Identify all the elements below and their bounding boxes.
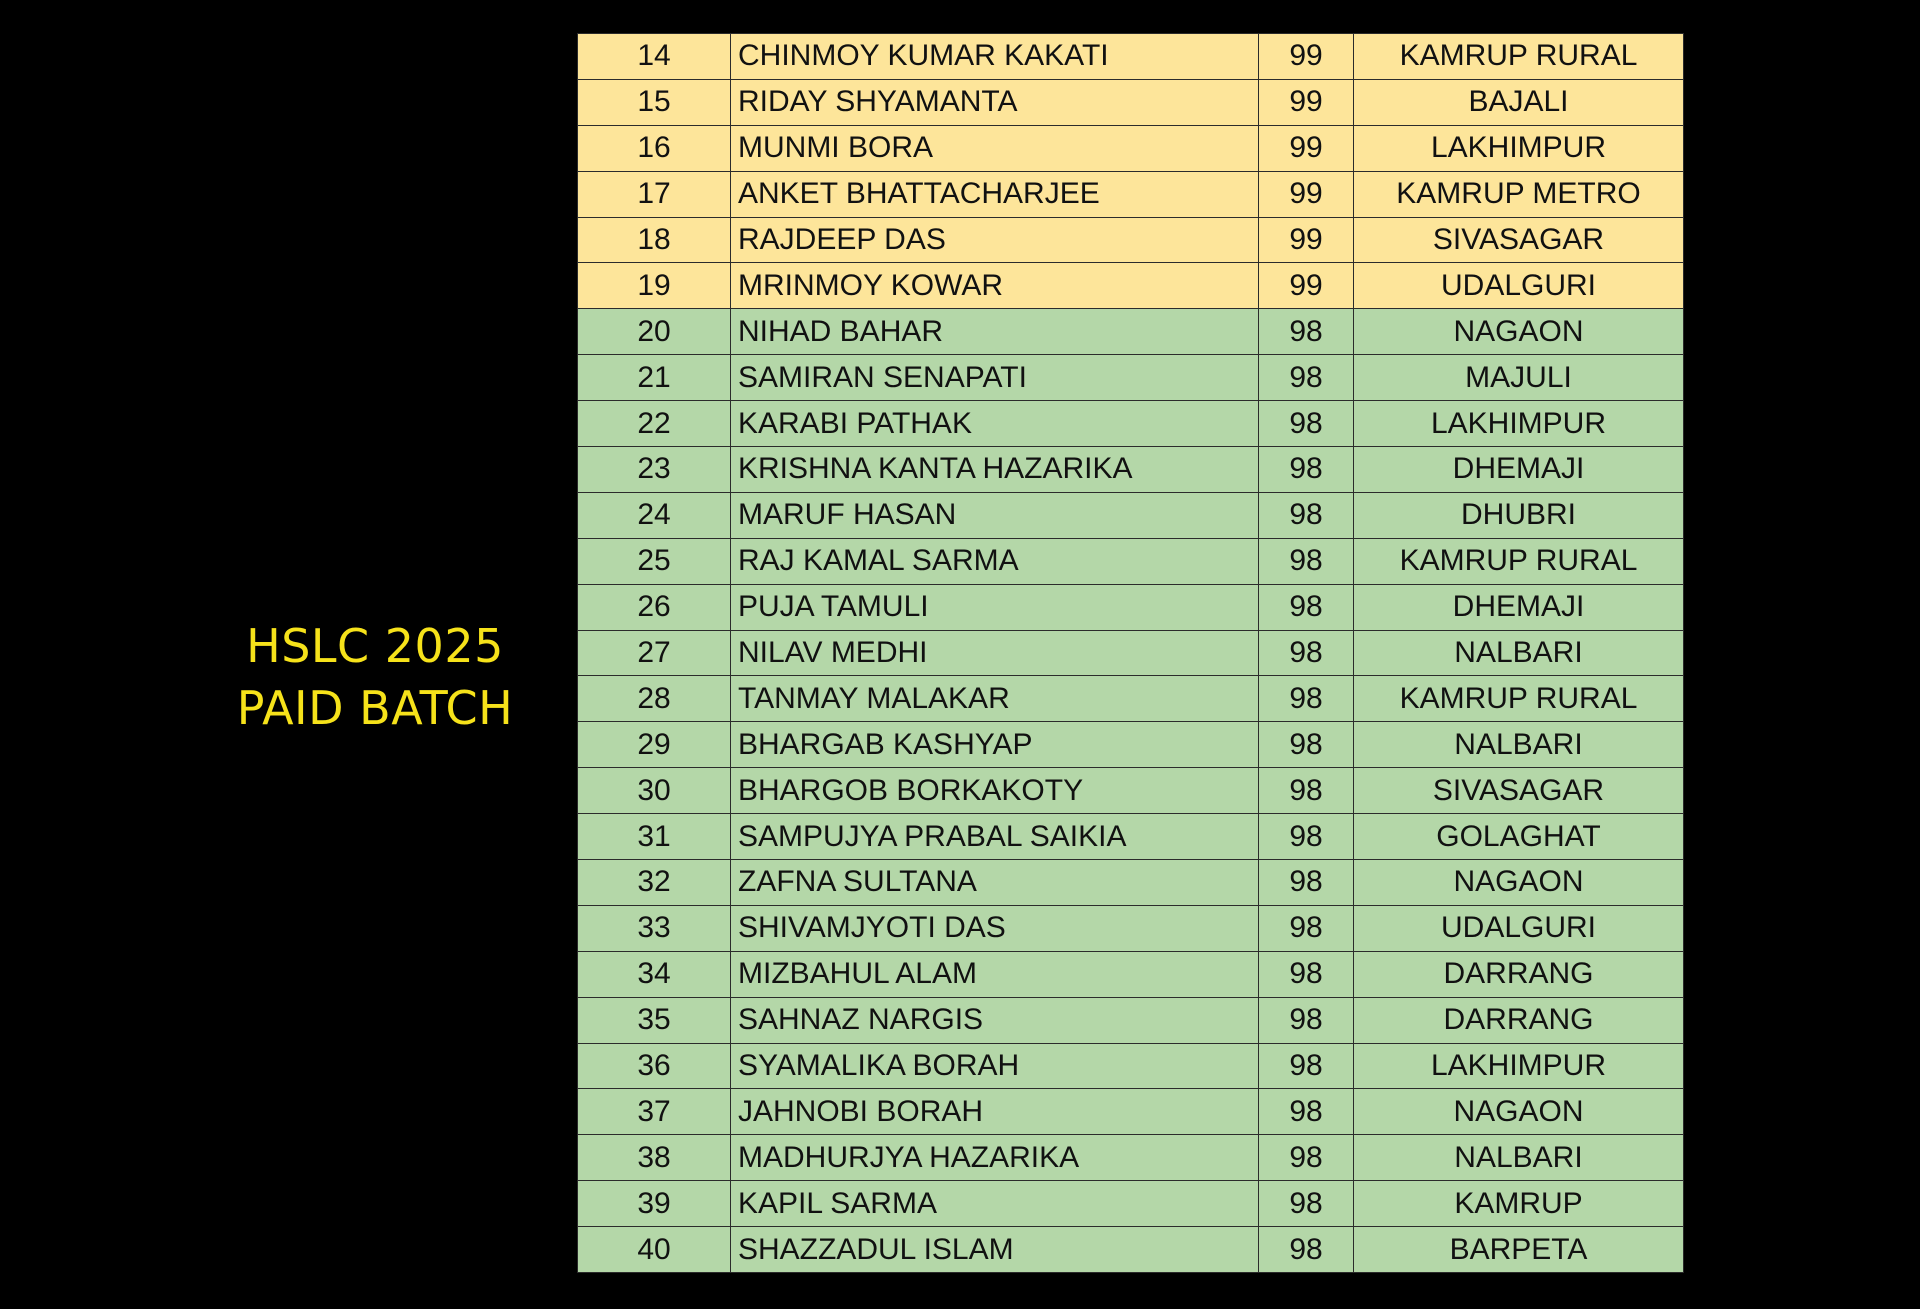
marks-cell: 98 bbox=[1259, 630, 1354, 676]
serial-number-cell: 38 bbox=[578, 1135, 731, 1181]
student-name-cell: SHAZZADUL ISLAM bbox=[731, 1227, 1259, 1273]
marks-cell: 98 bbox=[1259, 355, 1354, 401]
marks-cell: 99 bbox=[1259, 263, 1354, 309]
district-cell: BARPETA bbox=[1354, 1227, 1684, 1273]
table-row bbox=[578, 34, 1684, 80]
marks-cell: 98 bbox=[1259, 768, 1354, 814]
district-cell: NALBARI bbox=[1354, 630, 1684, 676]
table-row bbox=[578, 217, 1684, 263]
marks-cell: 98 bbox=[1259, 1227, 1354, 1273]
batch-caption bbox=[215, 615, 535, 739]
serial-number-cell: 30 bbox=[578, 768, 731, 814]
district-cell: SIVASAGAR bbox=[1354, 768, 1684, 814]
table-row bbox=[578, 814, 1684, 860]
table-row bbox=[578, 538, 1684, 584]
marks-cell: 98 bbox=[1259, 860, 1354, 906]
marks-cell: 98 bbox=[1259, 584, 1354, 630]
marks-cell: 98 bbox=[1259, 401, 1354, 447]
serial-number-cell: 20 bbox=[578, 309, 731, 355]
student-name-cell: BHARGAB KASHYAP bbox=[731, 722, 1259, 768]
marks-cell: 98 bbox=[1259, 676, 1354, 722]
district-cell: NALBARI bbox=[1354, 722, 1684, 768]
table-row bbox=[578, 722, 1684, 768]
table-row bbox=[578, 309, 1684, 355]
serial-number-cell: 27 bbox=[578, 630, 731, 676]
district-cell: NAGAON bbox=[1354, 309, 1684, 355]
student-name-cell: NIHAD BAHAR bbox=[731, 309, 1259, 355]
marks-cell: 98 bbox=[1259, 814, 1354, 860]
student-name-cell: RAJDEEP DAS bbox=[731, 217, 1259, 263]
student-name-cell: NILAV MEDHI bbox=[731, 630, 1259, 676]
district-cell: KAMRUP METRO bbox=[1354, 171, 1684, 217]
table-row bbox=[578, 171, 1684, 217]
district-cell: KAMRUP RURAL bbox=[1354, 34, 1684, 80]
student-name-cell: RIDAY SHYAMANTA bbox=[731, 79, 1259, 125]
table-row bbox=[578, 768, 1684, 814]
serial-number-cell: 35 bbox=[578, 997, 731, 1043]
table-row bbox=[578, 951, 1684, 997]
student-name-cell: SAMIRAN SENAPATI bbox=[731, 355, 1259, 401]
student-name-cell: SAHNAZ NARGIS bbox=[731, 997, 1259, 1043]
student-name-cell: ANKET BHATTACHARJEE bbox=[731, 171, 1259, 217]
table-row bbox=[578, 447, 1684, 493]
district-cell: UDALGURI bbox=[1354, 905, 1684, 951]
table-row bbox=[578, 584, 1684, 630]
caption-line-2: PAID BATCH bbox=[236, 681, 514, 735]
table-row bbox=[578, 905, 1684, 951]
marks-cell: 98 bbox=[1259, 447, 1354, 493]
district-cell: DHEMAJI bbox=[1354, 584, 1684, 630]
serial-number-cell: 25 bbox=[578, 538, 731, 584]
serial-number-cell: 17 bbox=[578, 171, 731, 217]
student-name-cell: MIZBAHUL ALAM bbox=[731, 951, 1259, 997]
marks-cell: 99 bbox=[1259, 217, 1354, 263]
table-row bbox=[578, 1135, 1684, 1181]
student-name-cell: BHARGOB BORKAKOTY bbox=[731, 768, 1259, 814]
table-row bbox=[578, 1043, 1684, 1089]
district-cell: DHEMAJI bbox=[1354, 447, 1684, 493]
caption-line-1: HSLC 2025 bbox=[246, 619, 504, 673]
district-cell: LAKHIMPUR bbox=[1354, 401, 1684, 447]
serial-number-cell: 33 bbox=[578, 905, 731, 951]
marks-cell: 99 bbox=[1259, 79, 1354, 125]
district-cell: MAJULI bbox=[1354, 355, 1684, 401]
marks-cell: 98 bbox=[1259, 538, 1354, 584]
table-row bbox=[578, 860, 1684, 906]
district-cell: KAMRUP RURAL bbox=[1354, 538, 1684, 584]
district-cell: NAGAON bbox=[1354, 860, 1684, 906]
marks-cell: 98 bbox=[1259, 1181, 1354, 1227]
marks-cell: 98 bbox=[1259, 905, 1354, 951]
serial-number-cell: 16 bbox=[578, 125, 731, 171]
results-table bbox=[577, 33, 1684, 1273]
student-name-cell: ZAFNA SULTANA bbox=[731, 860, 1259, 906]
marks-cell: 99 bbox=[1259, 125, 1354, 171]
district-cell: DHUBRI bbox=[1354, 492, 1684, 538]
serial-number-cell: 36 bbox=[578, 1043, 731, 1089]
serial-number-cell: 22 bbox=[578, 401, 731, 447]
student-name-cell: RAJ KAMAL SARMA bbox=[731, 538, 1259, 584]
district-cell: DARRANG bbox=[1354, 951, 1684, 997]
table-row bbox=[578, 492, 1684, 538]
district-cell: KAMRUP bbox=[1354, 1181, 1684, 1227]
student-name-cell: SHIVAMJYOTI DAS bbox=[731, 905, 1259, 951]
student-name-cell: KARABI PATHAK bbox=[731, 401, 1259, 447]
table-row bbox=[578, 1089, 1684, 1135]
student-name-cell: CHINMOY KUMAR KAKATI bbox=[731, 34, 1259, 80]
serial-number-cell: 26 bbox=[578, 584, 731, 630]
student-name-cell: SAMPUJYA PRABAL SAIKIA bbox=[731, 814, 1259, 860]
student-name-cell: MUNMI BORA bbox=[731, 125, 1259, 171]
student-name-cell: KAPIL SARMA bbox=[731, 1181, 1259, 1227]
district-cell: NAGAON bbox=[1354, 1089, 1684, 1135]
serial-number-cell: 34 bbox=[578, 951, 731, 997]
serial-number-cell: 18 bbox=[578, 217, 731, 263]
marks-cell: 98 bbox=[1259, 1043, 1354, 1089]
marks-cell: 98 bbox=[1259, 722, 1354, 768]
table-row bbox=[578, 676, 1684, 722]
serial-number-cell: 21 bbox=[578, 355, 731, 401]
marks-cell: 98 bbox=[1259, 1135, 1354, 1181]
district-cell: UDALGURI bbox=[1354, 263, 1684, 309]
serial-number-cell: 39 bbox=[578, 1181, 731, 1227]
serial-number-cell: 31 bbox=[578, 814, 731, 860]
district-cell: GOLAGHAT bbox=[1354, 814, 1684, 860]
serial-number-cell: 15 bbox=[578, 79, 731, 125]
student-name-cell: MRINMOY KOWAR bbox=[731, 263, 1259, 309]
student-name-cell: PUJA TAMULI bbox=[731, 584, 1259, 630]
district-cell: SIVASAGAR bbox=[1354, 217, 1684, 263]
serial-number-cell: 40 bbox=[578, 1227, 731, 1273]
marks-cell: 99 bbox=[1259, 34, 1354, 80]
table-row bbox=[578, 630, 1684, 676]
student-name-cell: JAHNOBI BORAH bbox=[731, 1089, 1259, 1135]
table-row bbox=[578, 997, 1684, 1043]
serial-number-cell: 32 bbox=[578, 860, 731, 906]
table-row bbox=[578, 1181, 1684, 1227]
marks-cell: 98 bbox=[1259, 1089, 1354, 1135]
marks-cell: 99 bbox=[1259, 171, 1354, 217]
district-cell: NALBARI bbox=[1354, 1135, 1684, 1181]
marks-cell: 98 bbox=[1259, 951, 1354, 997]
student-name-cell: MARUF HASAN bbox=[731, 492, 1259, 538]
district-cell: LAKHIMPUR bbox=[1354, 125, 1684, 171]
serial-number-cell: 14 bbox=[578, 34, 731, 80]
marks-cell: 98 bbox=[1259, 309, 1354, 355]
table-row bbox=[578, 125, 1684, 171]
district-cell: DARRANG bbox=[1354, 997, 1684, 1043]
student-name-cell: TANMAY MALAKAR bbox=[731, 676, 1259, 722]
student-name-cell: KRISHNA KANTA HAZARIKA bbox=[731, 447, 1259, 493]
district-cell: LAKHIMPUR bbox=[1354, 1043, 1684, 1089]
marks-cell: 98 bbox=[1259, 492, 1354, 538]
table-row bbox=[578, 263, 1684, 309]
results-table-body bbox=[578, 34, 1684, 1273]
serial-number-cell: 28 bbox=[578, 676, 731, 722]
marks-cell: 98 bbox=[1259, 997, 1354, 1043]
serial-number-cell: 19 bbox=[578, 263, 731, 309]
table-row bbox=[578, 355, 1684, 401]
table-row bbox=[578, 401, 1684, 447]
serial-number-cell: 37 bbox=[578, 1089, 731, 1135]
serial-number-cell: 24 bbox=[578, 492, 731, 538]
serial-number-cell: 23 bbox=[578, 447, 731, 493]
table-row bbox=[578, 1227, 1684, 1273]
district-cell: KAMRUP RURAL bbox=[1354, 676, 1684, 722]
serial-number-cell: 29 bbox=[578, 722, 731, 768]
district-cell: BAJALI bbox=[1354, 79, 1684, 125]
table-row bbox=[578, 79, 1684, 125]
student-name-cell: MADHURJYA HAZARIKA bbox=[731, 1135, 1259, 1181]
student-name-cell: SYAMALIKA BORAH bbox=[731, 1043, 1259, 1089]
